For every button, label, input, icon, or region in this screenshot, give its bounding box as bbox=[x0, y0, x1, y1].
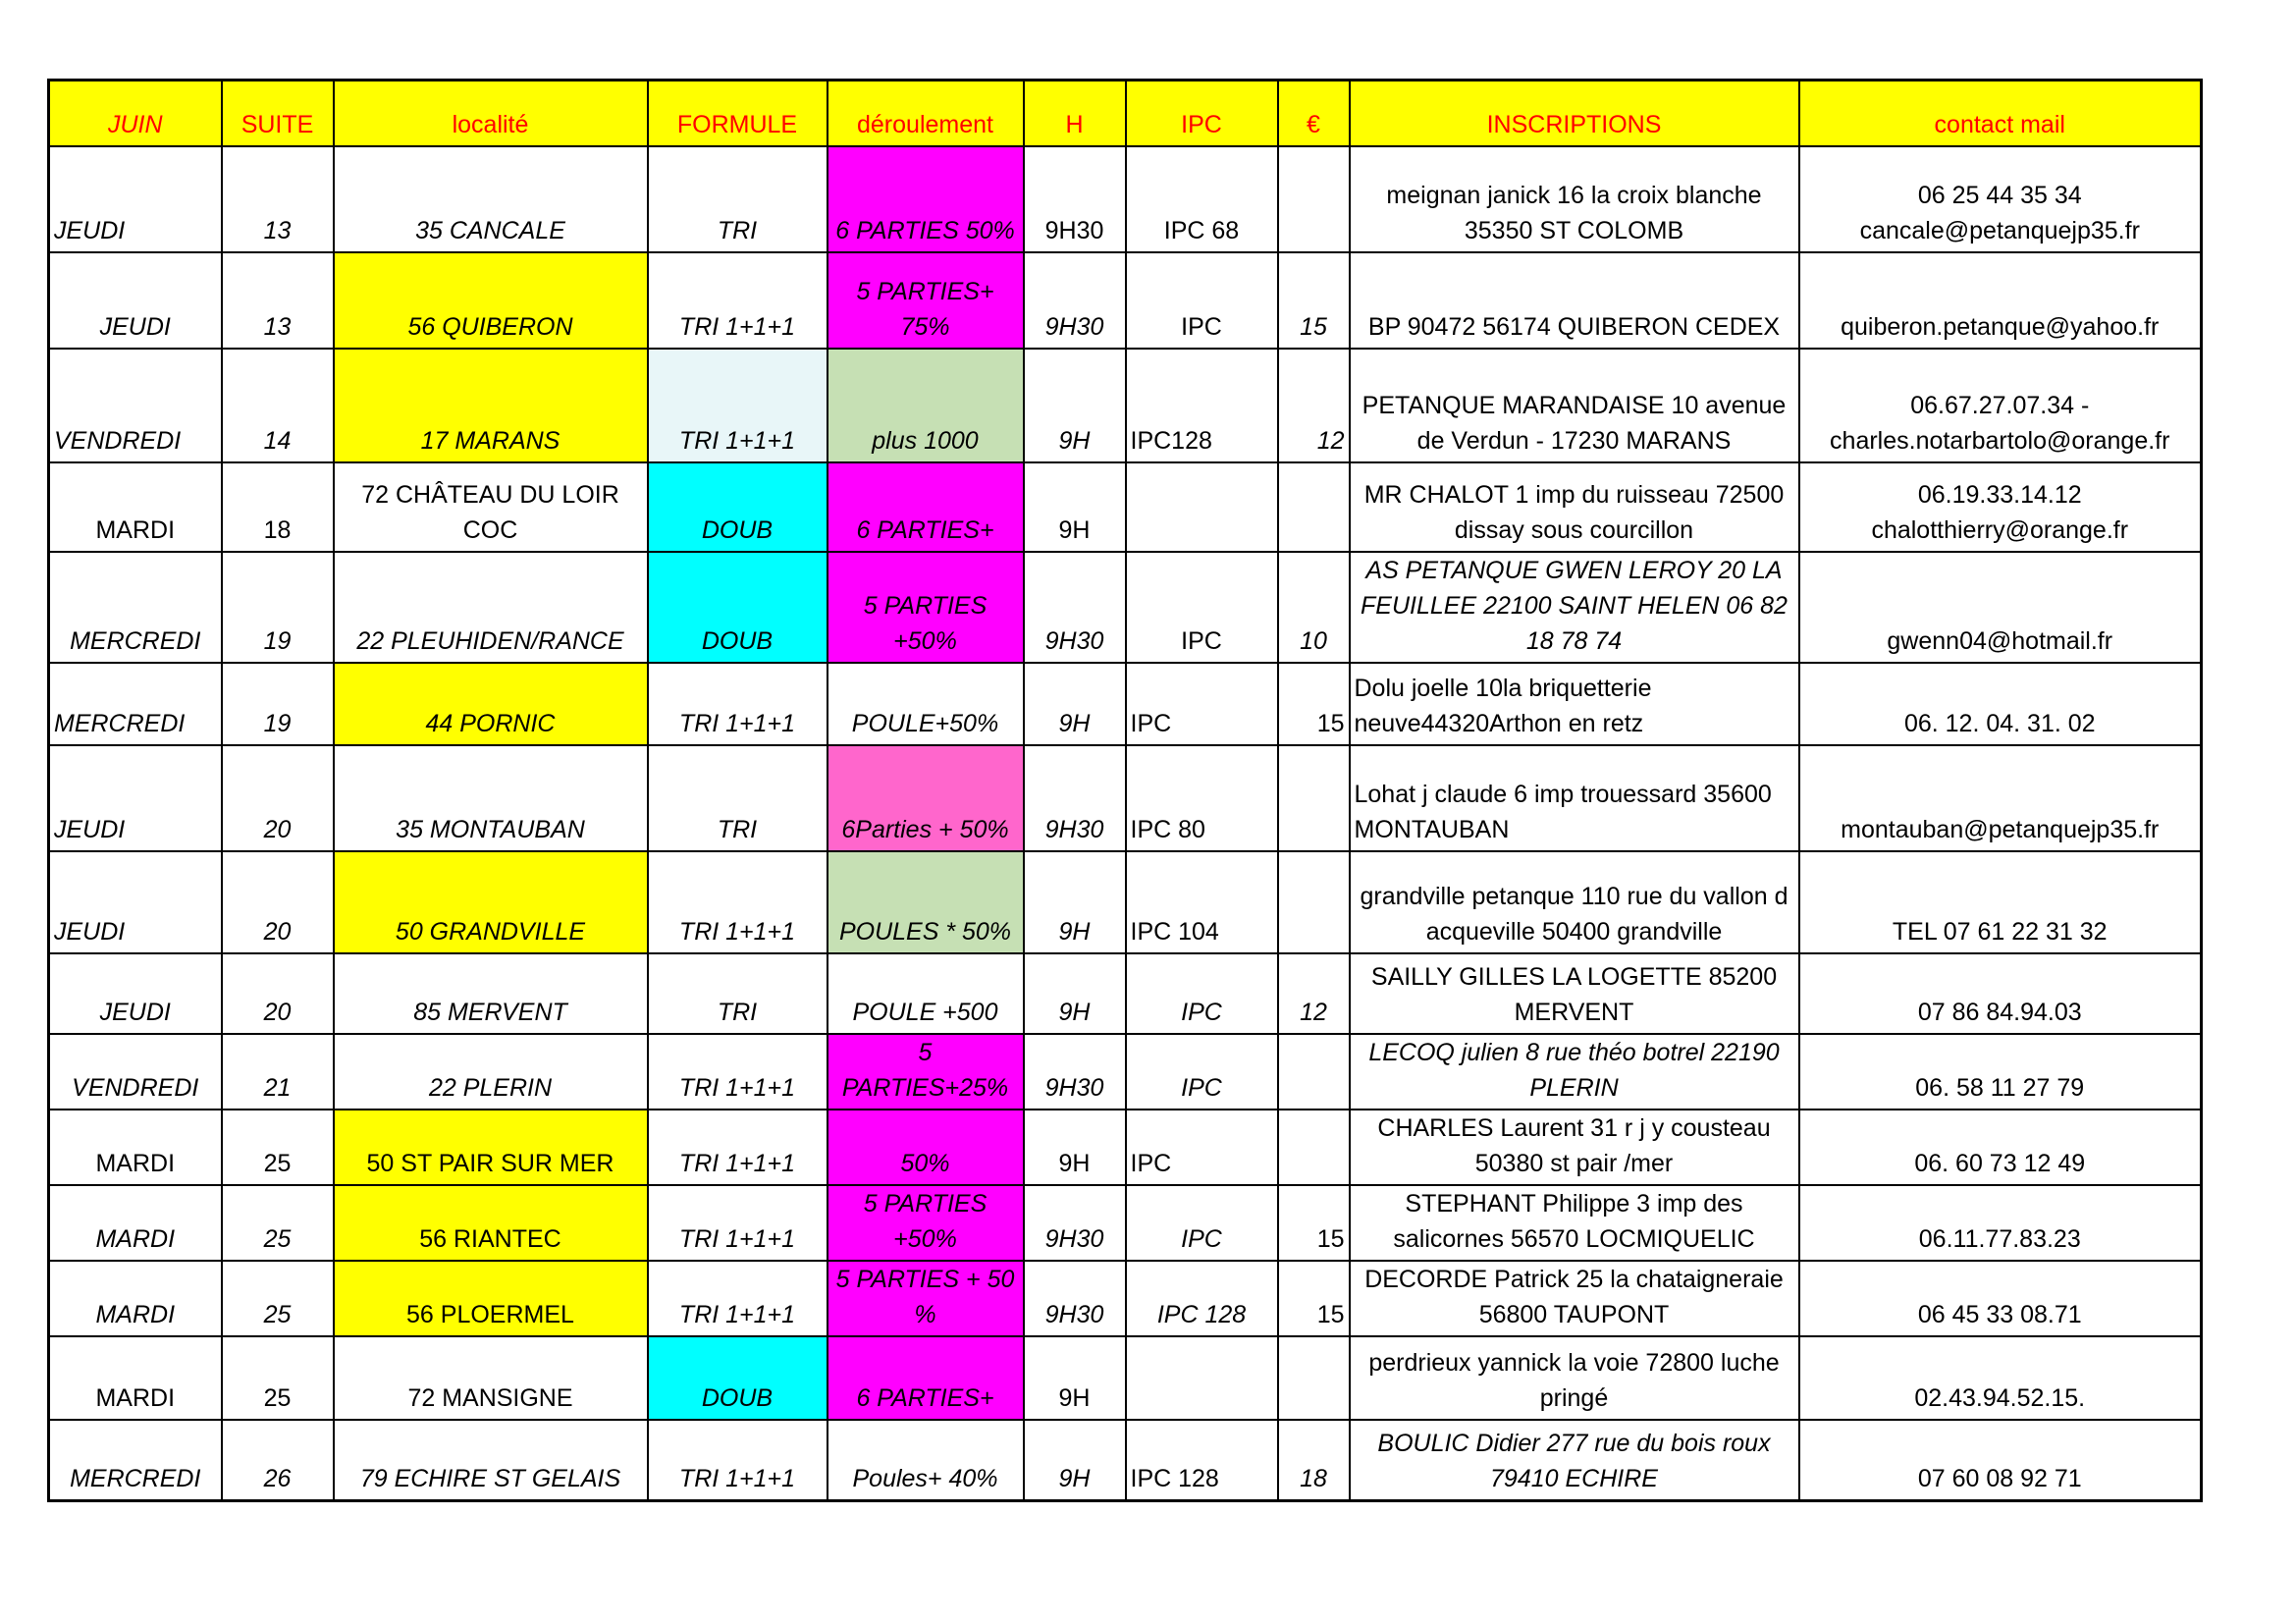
suite-cell: 21 bbox=[222, 1034, 334, 1110]
contact-mail-cell: 06. 58 11 27 79 bbox=[1799, 1034, 2202, 1110]
day-cell: JEUDI bbox=[49, 745, 222, 851]
formule-cell: TRI bbox=[648, 146, 828, 252]
suite-cell: 13 bbox=[222, 252, 334, 349]
suite-cell: 14 bbox=[222, 349, 334, 462]
formule-cell: TRI 1+1+1 bbox=[648, 349, 828, 462]
euro-cell bbox=[1278, 462, 1350, 552]
ipc-cell: IPC bbox=[1126, 1185, 1278, 1261]
inscriptions-cell: STEPHANT Philippe 3 imp des salicornes 56570 LOCMIQUELIC bbox=[1350, 1185, 1799, 1261]
inscriptions-cell: LECOQ julien 8 rue théo botrel 22190 PLERIN bbox=[1350, 1034, 1799, 1110]
table-row bbox=[49, 1336, 2202, 1420]
formule-cell: TRI bbox=[648, 953, 828, 1034]
localite-cell: 35 CANCALE bbox=[334, 146, 648, 252]
suite-cell: 25 bbox=[222, 1110, 334, 1185]
euro-cell: 12 bbox=[1278, 953, 1350, 1034]
formule-cell: DOUB bbox=[648, 1336, 828, 1420]
contact-mail-cell: TEL 07 61 22 31 32 bbox=[1799, 851, 2202, 953]
euro-cell bbox=[1278, 851, 1350, 953]
localite-cell: 56 PLOERMEL bbox=[334, 1261, 648, 1336]
inscriptions-cell: Lohat j claude 6 imp trouessard 35600 MONTAUBAN bbox=[1350, 745, 1799, 851]
deroulement-cell: plus 1000 bbox=[828, 349, 1024, 462]
ipc-cell bbox=[1126, 462, 1278, 552]
day-cell: VENDREDI bbox=[49, 1034, 222, 1110]
hour-cell: 9H bbox=[1024, 663, 1126, 745]
table-row bbox=[49, 745, 2202, 851]
header-inscriptions: INSCRIPTIONS bbox=[1350, 81, 1799, 147]
table-row bbox=[49, 1185, 2202, 1261]
ipc-cell: IPC bbox=[1126, 663, 1278, 745]
hour-cell: 9H bbox=[1024, 1336, 1126, 1420]
localite-cell: 72 MANSIGNE bbox=[334, 1336, 648, 1420]
suite-cell: 19 bbox=[222, 552, 334, 663]
deroulement-cell: 5 PARTIES +50% bbox=[828, 1185, 1024, 1261]
euro-cell: 18 bbox=[1278, 1420, 1350, 1500]
localite-cell: 50 GRANDVILLE bbox=[334, 851, 648, 953]
table-row bbox=[49, 1034, 2202, 1110]
header-contact-mail: contact mail bbox=[1799, 81, 2202, 147]
contact-mail-cell: gwenn04@hotmail.fr bbox=[1799, 552, 2202, 663]
deroulement-cell: 6 PARTIES+ bbox=[828, 1336, 1024, 1420]
inscriptions-cell: MR CHALOT 1 imp du ruisseau 72500 dissay sous courcillon bbox=[1350, 462, 1799, 552]
table-row bbox=[49, 146, 2202, 252]
day-cell: JEUDI bbox=[49, 252, 222, 349]
contact-mail-cell: 06.11.77.83.23 bbox=[1799, 1185, 2202, 1261]
hour-cell: 9H30 bbox=[1024, 1034, 1126, 1110]
day-cell: VENDREDI bbox=[49, 349, 222, 462]
ipc-cell: IPC128 bbox=[1126, 349, 1278, 462]
ipc-cell: IPC bbox=[1126, 1034, 1278, 1110]
localite-cell: 22 PLERIN bbox=[334, 1034, 648, 1110]
deroulement-cell: 50% bbox=[828, 1110, 1024, 1185]
hour-cell: 9H bbox=[1024, 1420, 1126, 1500]
table-row bbox=[49, 663, 2202, 745]
day-cell: MARDI bbox=[49, 462, 222, 552]
ipc-cell bbox=[1126, 1336, 1278, 1420]
hour-cell: 9H30 bbox=[1024, 745, 1126, 851]
euro-cell bbox=[1278, 745, 1350, 851]
formule-cell: DOUB bbox=[648, 552, 828, 663]
formule-cell: TRI 1+1+1 bbox=[648, 1110, 828, 1185]
hour-cell: 9H30 bbox=[1024, 552, 1126, 663]
contact-mail-cell: 06.67.27.07.34 - charles.notarbartolo@orange.fr bbox=[1799, 349, 2202, 462]
hour-cell: 9H bbox=[1024, 1110, 1126, 1185]
day-cell: MERCREDI bbox=[49, 1420, 222, 1500]
hour-cell: 9H30 bbox=[1024, 252, 1126, 349]
header-deroulement: déroulement bbox=[828, 81, 1024, 147]
contact-mail-cell: 06.19.33.14.12 chalotthierry@orange.fr bbox=[1799, 462, 2202, 552]
localite-cell: 56 QUIBERON bbox=[334, 252, 648, 349]
formule-cell: TRI 1+1+1 bbox=[648, 1261, 828, 1336]
deroulement-cell: 5 PARTIES+25% bbox=[828, 1034, 1024, 1110]
suite-cell: 26 bbox=[222, 1420, 334, 1500]
suite-cell: 25 bbox=[222, 1336, 334, 1420]
contact-mail-cell: 06 25 44 35 34 cancale@petanquejp35.fr bbox=[1799, 146, 2202, 252]
header-localite: localité bbox=[334, 81, 648, 147]
table-row bbox=[49, 252, 2202, 349]
suite-cell: 20 bbox=[222, 953, 334, 1034]
header-ipc: IPC bbox=[1126, 81, 1278, 147]
inscriptions-cell: PETANQUE MARANDAISE 10 avenue de Verdun - 17230 MARANS bbox=[1350, 349, 1799, 462]
euro-cell: 15 bbox=[1278, 663, 1350, 745]
inscriptions-cell: SAILLY GILLES LA LOGETTE 85200 MERVENT bbox=[1350, 953, 1799, 1034]
day-cell: MERCREDI bbox=[49, 663, 222, 745]
contact-mail-cell: 06 45 33 08.71 bbox=[1799, 1261, 2202, 1336]
table-row bbox=[49, 1110, 2202, 1185]
euro-cell bbox=[1278, 1110, 1350, 1185]
hour-cell: 9H30 bbox=[1024, 1261, 1126, 1336]
hour-cell: 9H bbox=[1024, 349, 1126, 462]
suite-cell: 20 bbox=[222, 745, 334, 851]
contact-mail-cell: 06. 60 73 12 49 bbox=[1799, 1110, 2202, 1185]
deroulement-cell: 6 PARTIES+ bbox=[828, 462, 1024, 552]
euro-cell: 15 bbox=[1278, 1185, 1350, 1261]
formule-cell: TRI 1+1+1 bbox=[648, 663, 828, 745]
suite-cell: 13 bbox=[222, 146, 334, 252]
deroulement-cell: Poules+ 40% bbox=[828, 1420, 1024, 1500]
suite-cell: 18 bbox=[222, 462, 334, 552]
day-cell: JEUDI bbox=[49, 953, 222, 1034]
contact-mail-cell: quiberon.petanque@yahoo.fr bbox=[1799, 252, 2202, 349]
deroulement-cell: 5 PARTIES + 50 % bbox=[828, 1261, 1024, 1336]
table-row bbox=[49, 953, 2202, 1034]
header-suite: SUITE bbox=[222, 81, 334, 147]
suite-cell: 19 bbox=[222, 663, 334, 745]
ipc-cell: IPC 104 bbox=[1126, 851, 1278, 953]
deroulement-cell: 5 PARTIES +50% bbox=[828, 552, 1024, 663]
euro-cell: 12 bbox=[1278, 349, 1350, 462]
euro-cell bbox=[1278, 1336, 1350, 1420]
table-row bbox=[49, 552, 2202, 663]
localite-cell: 44 PORNIC bbox=[334, 663, 648, 745]
day-cell: JEUDI bbox=[49, 851, 222, 953]
euro-cell: 15 bbox=[1278, 252, 1350, 349]
localite-cell: 22 PLEUHIDEN/RANCE bbox=[334, 552, 648, 663]
day-cell: MARDI bbox=[49, 1261, 222, 1336]
inscriptions-cell: BOULIC Didier 277 rue du bois roux 79410 ECHIRE bbox=[1350, 1420, 1799, 1500]
contact-mail-cell: 07 86 84.94.03 bbox=[1799, 953, 2202, 1034]
inscriptions-cell: AS PETANQUE GWEN LEROY 20 LA FEUILLEE 22100 SAINT HELEN 06 82 18 78 74 bbox=[1350, 552, 1799, 663]
localite-cell: 17 MARANS bbox=[334, 349, 648, 462]
ipc-cell: IPC 68 bbox=[1126, 146, 1278, 252]
hour-cell: 9H bbox=[1024, 462, 1126, 552]
euro-cell: 10 bbox=[1278, 552, 1350, 663]
deroulement-cell: POULE +500 bbox=[828, 953, 1024, 1034]
day-cell: JEUDI bbox=[49, 146, 222, 252]
contact-mail-cell: montauban@petanquejp35.fr bbox=[1799, 745, 2202, 851]
table-row bbox=[49, 462, 2202, 552]
localite-cell: 56 RIANTEC bbox=[334, 1185, 648, 1261]
euro-cell bbox=[1278, 146, 1350, 252]
suite-cell: 20 bbox=[222, 851, 334, 953]
deroulement-cell: 5 PARTIES+ 75% bbox=[828, 252, 1024, 349]
euro-cell bbox=[1278, 1034, 1350, 1110]
day-cell: MERCREDI bbox=[49, 552, 222, 663]
suite-cell: 25 bbox=[222, 1185, 334, 1261]
table-row bbox=[49, 349, 2202, 462]
inscriptions-cell: DECORDE Patrick 25 la chataigneraie 56800 TAUPONT bbox=[1350, 1261, 1799, 1336]
ipc-cell: IPC bbox=[1126, 1110, 1278, 1185]
deroulement-cell: POULE+50% bbox=[828, 663, 1024, 745]
contact-mail-cell: 06. 12. 04. 31. 02 bbox=[1799, 663, 2202, 745]
tournament-table bbox=[47, 79, 2203, 1502]
inscriptions-cell: Dolu joelle 10la briquetterie neuve44320Arthon en retz bbox=[1350, 663, 1799, 745]
formule-cell: TRI bbox=[648, 745, 828, 851]
inscriptions-cell: grandville petanque 110 rue du vallon d acqueville 50400 grandville bbox=[1350, 851, 1799, 953]
ipc-cell: IPC bbox=[1126, 953, 1278, 1034]
formule-cell: DOUB bbox=[648, 462, 828, 552]
euro-cell: 15 bbox=[1278, 1261, 1350, 1336]
ipc-cell: IPC bbox=[1126, 252, 1278, 349]
hour-cell: 9H30 bbox=[1024, 1185, 1126, 1261]
ipc-cell: IPC bbox=[1126, 552, 1278, 663]
day-cell: MARDI bbox=[49, 1185, 222, 1261]
inscriptions-cell: perdrieux yannick la voie 72800 luche pringé bbox=[1350, 1336, 1799, 1420]
formule-cell: TRI 1+1+1 bbox=[648, 1185, 828, 1261]
suite-cell: 25 bbox=[222, 1261, 334, 1336]
table-row bbox=[49, 1420, 2202, 1500]
localite-cell: 72 CHÂTEAU DU LOIR COC bbox=[334, 462, 648, 552]
deroulement-cell: 6 PARTIES 50% bbox=[828, 146, 1024, 252]
localite-cell: 50 ST PAIR SUR MER bbox=[334, 1110, 648, 1185]
localite-cell: 79 ECHIRE ST GELAIS bbox=[334, 1420, 648, 1500]
day-cell: MARDI bbox=[49, 1336, 222, 1420]
hour-cell: 9H bbox=[1024, 851, 1126, 953]
header-formule: FORMULE bbox=[648, 81, 828, 147]
inscriptions-cell: CHARLES Laurent 31 r j y cousteau 50380 st pair /mer bbox=[1350, 1110, 1799, 1185]
formule-cell: TRI 1+1+1 bbox=[648, 1034, 828, 1110]
deroulement-cell: 6Parties + 50% bbox=[828, 745, 1024, 851]
ipc-cell: IPC 128 bbox=[1126, 1261, 1278, 1336]
formule-cell: TRI 1+1+1 bbox=[648, 252, 828, 349]
header-row bbox=[49, 81, 2202, 147]
header-juin: JUIN bbox=[49, 81, 222, 147]
header-h: H bbox=[1024, 81, 1126, 147]
hour-cell: 9H30 bbox=[1024, 146, 1126, 252]
day-cell: MARDI bbox=[49, 1110, 222, 1185]
header-euro: € bbox=[1278, 81, 1350, 147]
formule-cell: TRI 1+1+1 bbox=[648, 851, 828, 953]
localite-cell: 85 MERVENT bbox=[334, 953, 648, 1034]
inscriptions-cell: meignan janick 16 la croix blanche 35350 ST COLOMB bbox=[1350, 146, 1799, 252]
ipc-cell: IPC 80 bbox=[1126, 745, 1278, 851]
table-row bbox=[49, 851, 2202, 953]
hour-cell: 9H bbox=[1024, 953, 1126, 1034]
contact-mail-cell: 07 60 08 92 71 bbox=[1799, 1420, 2202, 1500]
deroulement-cell: POULES * 50% bbox=[828, 851, 1024, 953]
table-row bbox=[49, 1261, 2202, 1336]
contact-mail-cell: 02.43.94.52.15. bbox=[1799, 1336, 2202, 1420]
ipc-cell: IPC 128 bbox=[1126, 1420, 1278, 1500]
localite-cell: 35 MONTAUBAN bbox=[334, 745, 648, 851]
formule-cell: TRI 1+1+1 bbox=[648, 1420, 828, 1500]
inscriptions-cell: BP 90472 56174 QUIBERON CEDEX bbox=[1350, 252, 1799, 349]
